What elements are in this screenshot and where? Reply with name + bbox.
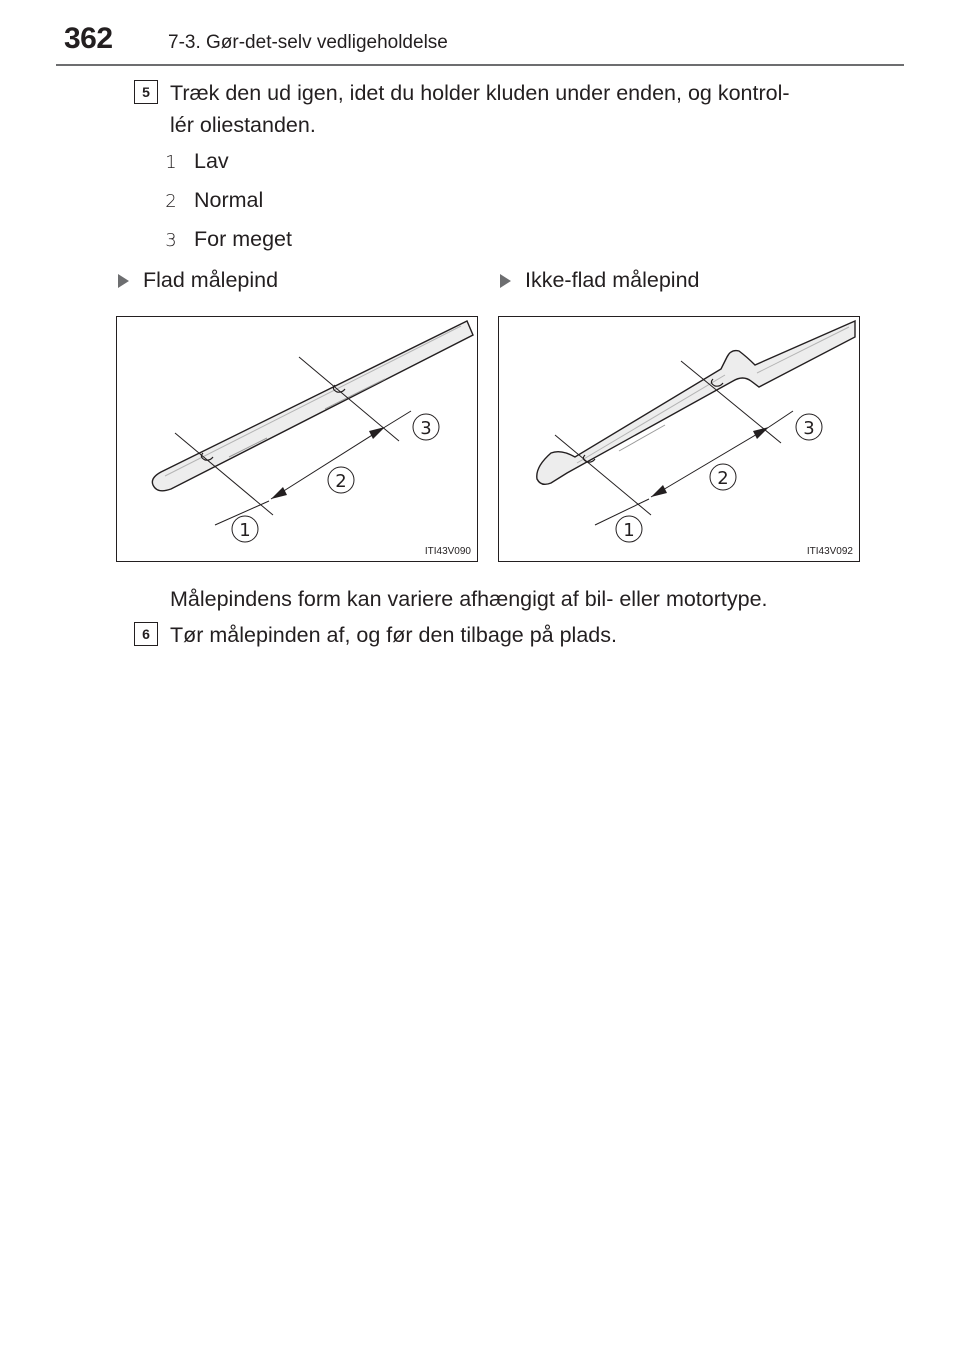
figure-left-heading	[118, 268, 278, 293]
section-title: 7-3. Gør-det-selv vedligeholdelse	[168, 32, 448, 53]
step5-text-line2: lér oliestanden.	[170, 113, 316, 137]
page-number: 362	[64, 22, 113, 55]
level-number-3-text: 3	[165, 229, 177, 251]
figure-right-title: Ikke-flad målepind	[525, 268, 700, 292]
level-number-1	[161, 150, 181, 174]
figure-right-heading	[500, 268, 699, 293]
level-label-low: Lav	[194, 149, 229, 173]
figure-left-title: Flad målepind	[143, 268, 279, 292]
right-callout-2: 2	[717, 468, 729, 489]
flat-dipstick-illustration	[117, 317, 479, 563]
right-callout-3: 3	[803, 418, 815, 439]
step5-text-line1: Træk den ud igen, idet du holder kluden under enden, og kontrol-	[170, 81, 790, 105]
right-callout-1: 1	[623, 520, 635, 541]
note-text: Målepindens form kan variere afhængigt af bil- eller motortype.	[170, 587, 768, 611]
level-label-normal: Normal	[194, 188, 264, 212]
figure-left-code: ITI43V090	[424, 546, 471, 557]
left-callout-1: 1	[239, 520, 251, 541]
left-callout-2: 2	[335, 471, 347, 492]
triangle-bullet-icon	[118, 274, 129, 288]
left-callout-3: 3	[420, 418, 432, 439]
step6-text: Tør målepinden af, og før den tilbage på plads.	[170, 623, 617, 647]
triangle-bullet-icon	[500, 274, 511, 288]
level-number-2-text: 2	[165, 190, 177, 212]
figure-nonflat-dipstick	[498, 316, 860, 562]
level-number-3	[161, 228, 181, 252]
figure-right-code: ITI43V092	[806, 546, 853, 557]
level-label-too-much: For meget	[194, 227, 292, 251]
level-number-1-text: 1	[165, 151, 177, 173]
header-divider	[56, 64, 904, 66]
step-number-6: 6	[134, 622, 158, 646]
level-number-2	[161, 189, 181, 213]
nonflat-dipstick-illustration	[499, 317, 861, 563]
figure-flat-dipstick	[116, 316, 478, 562]
step-number-5: 5	[134, 80, 158, 104]
